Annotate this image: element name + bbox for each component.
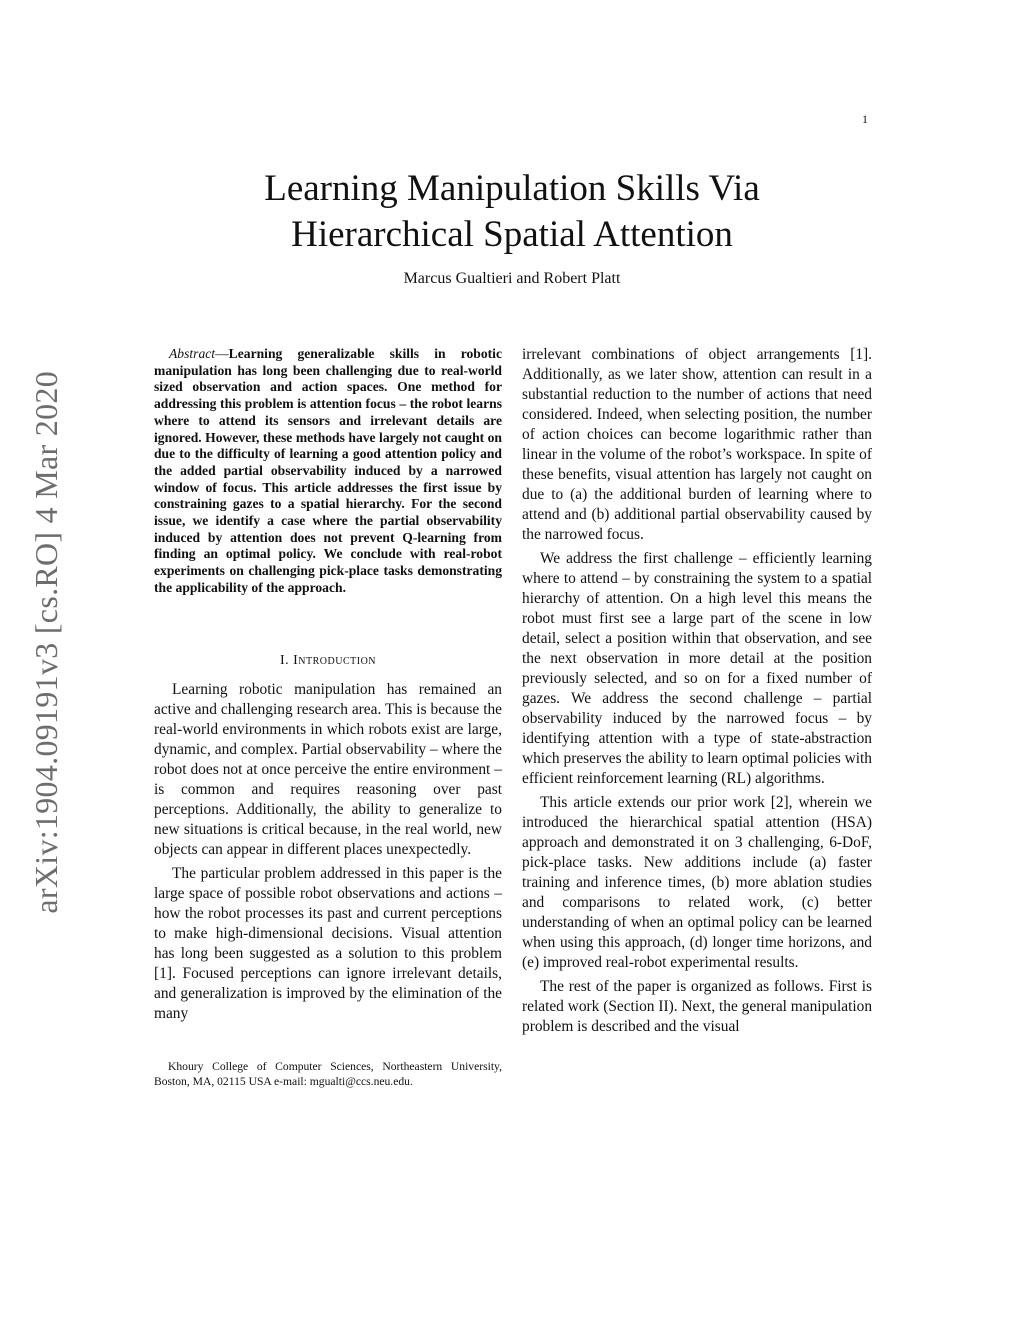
body-paragraph: Learning robotic manipulation has remained an active and challenging research area. This is because the real-world environments in which robots exist are large, dynamic, and complex. Partial observability – where the robot does not at once perceive the entire environment – is common and requires reasoning over past perceptions. Additionally, the ability to generalize to new situations is critical because, in the real world, new objects can appear in different places unexpectedly. <box>154 681 502 858</box>
left-column-body <box>154 680 502 1028</box>
body-paragraph: irrelevant combinations of object arrangements [1]. Additionally, as we later show, attention can result in a substantial reduction to the number of actions that need considered. Indeed, when selecting position, the number of action choices can become logarithmic rather than linear in the volume of the robot’s workspace. In spite of these benefits, visual attention has largely not caught on due to (a) the additional burden of learning where to attend and (b) additional partial observability caused by the narrowed focus. <box>522 346 872 543</box>
abstract <box>154 346 502 597</box>
right-column-body <box>522 345 872 1041</box>
abstract-heading: Abstract <box>169 346 216 361</box>
arxiv-identifier: arXiv:1904.09191v3 [cs.RO] 4 Mar 2020 <box>27 371 64 914</box>
author-affiliation-footnote: Khoury College of Computer Sciences, Northeastern University, Boston, MA, 02115 USA e-mail: mgualti@ccs.neu.edu. <box>154 1060 502 1088</box>
section-heading <box>154 653 502 669</box>
section-title: Introduction <box>293 653 377 668</box>
abstract-dash: — <box>215 346 229 361</box>
title-line-1: Learning Manipulation Skills Via <box>264 168 760 209</box>
body-paragraph: We address the first challenge – efficiently learning where to attend – by constraining the system to a spatial hierarchy of attention. On a high level this means the robot must first see a large part of the scene in low detail, select a position within that observation, and see the next observation in more detail at the position previously selected, and so on for a fixed number of gazes. We address the second challenge – partial observability induced by the narrowed focus – by identifying attention with a type of state-abstraction which preserves the ability to learn optimal policies with efficient reinforcement learning (RL) algorithms. <box>522 550 872 787</box>
body-paragraph: This article extends our prior work [2], wherein we introduced the hierarchical spatial attention (HSA) approach and demonstrated it on 3 challenging, 6-DoF, pick-place tasks. New additions include (a) faster training and inference times, (b) more ablation studies and comparisons to related work, (c) better understanding of when an optimal policy can be learned when using this approach, (d) longer time horizons, and (e) improved real-robot experimental results. <box>522 794 872 971</box>
body-paragraph: The rest of the paper is organized as follows. First is related work (Section II). Next, the general manipulation problem is described and the visual <box>522 978 873 1035</box>
body-paragraph: The particular problem addressed in this paper is the large space of possible robot observations and actions – how the robot processes its past and current perceptions to make high-dimensional decisions. Visual attention has long been suggested as a solution to this problem [1]. Focused perceptions can ignore irrelevant details, and generalization is improved by the elimination of the many <box>154 865 502 1022</box>
paper-title <box>150 166 874 258</box>
title-line-2: Hierarchical Spatial Attention <box>291 214 733 255</box>
section-number: I. <box>279 653 290 668</box>
author-list: Marcus Gualtieri and Robert Platt <box>403 270 621 287</box>
arxiv-side-stamp <box>22 355 70 930</box>
page-number: 1 <box>862 112 868 126</box>
abstract-text: Learning generalizable skills in robotic manipulation has long been challenging due to real-world sized observation and action spaces. One method for addressing this problem is attention focus – the robot learns where to attend its sensors and irrelevant details are ignored. However, these methods have largely not caught on due to the difficulty of learning a good attention policy and the added partial observability induced by a narrowed window of focus. This article addresses the first issue by constraining gazes to a spatial hierarchy. For the second issue, we identify a case where the partial observability induced by attention does not prevent Q-learning from finding an optimal policy. We conclude with real-robot experiments on challenging pick-place tasks demonstrating the applicability of the approach. <box>154 346 502 595</box>
